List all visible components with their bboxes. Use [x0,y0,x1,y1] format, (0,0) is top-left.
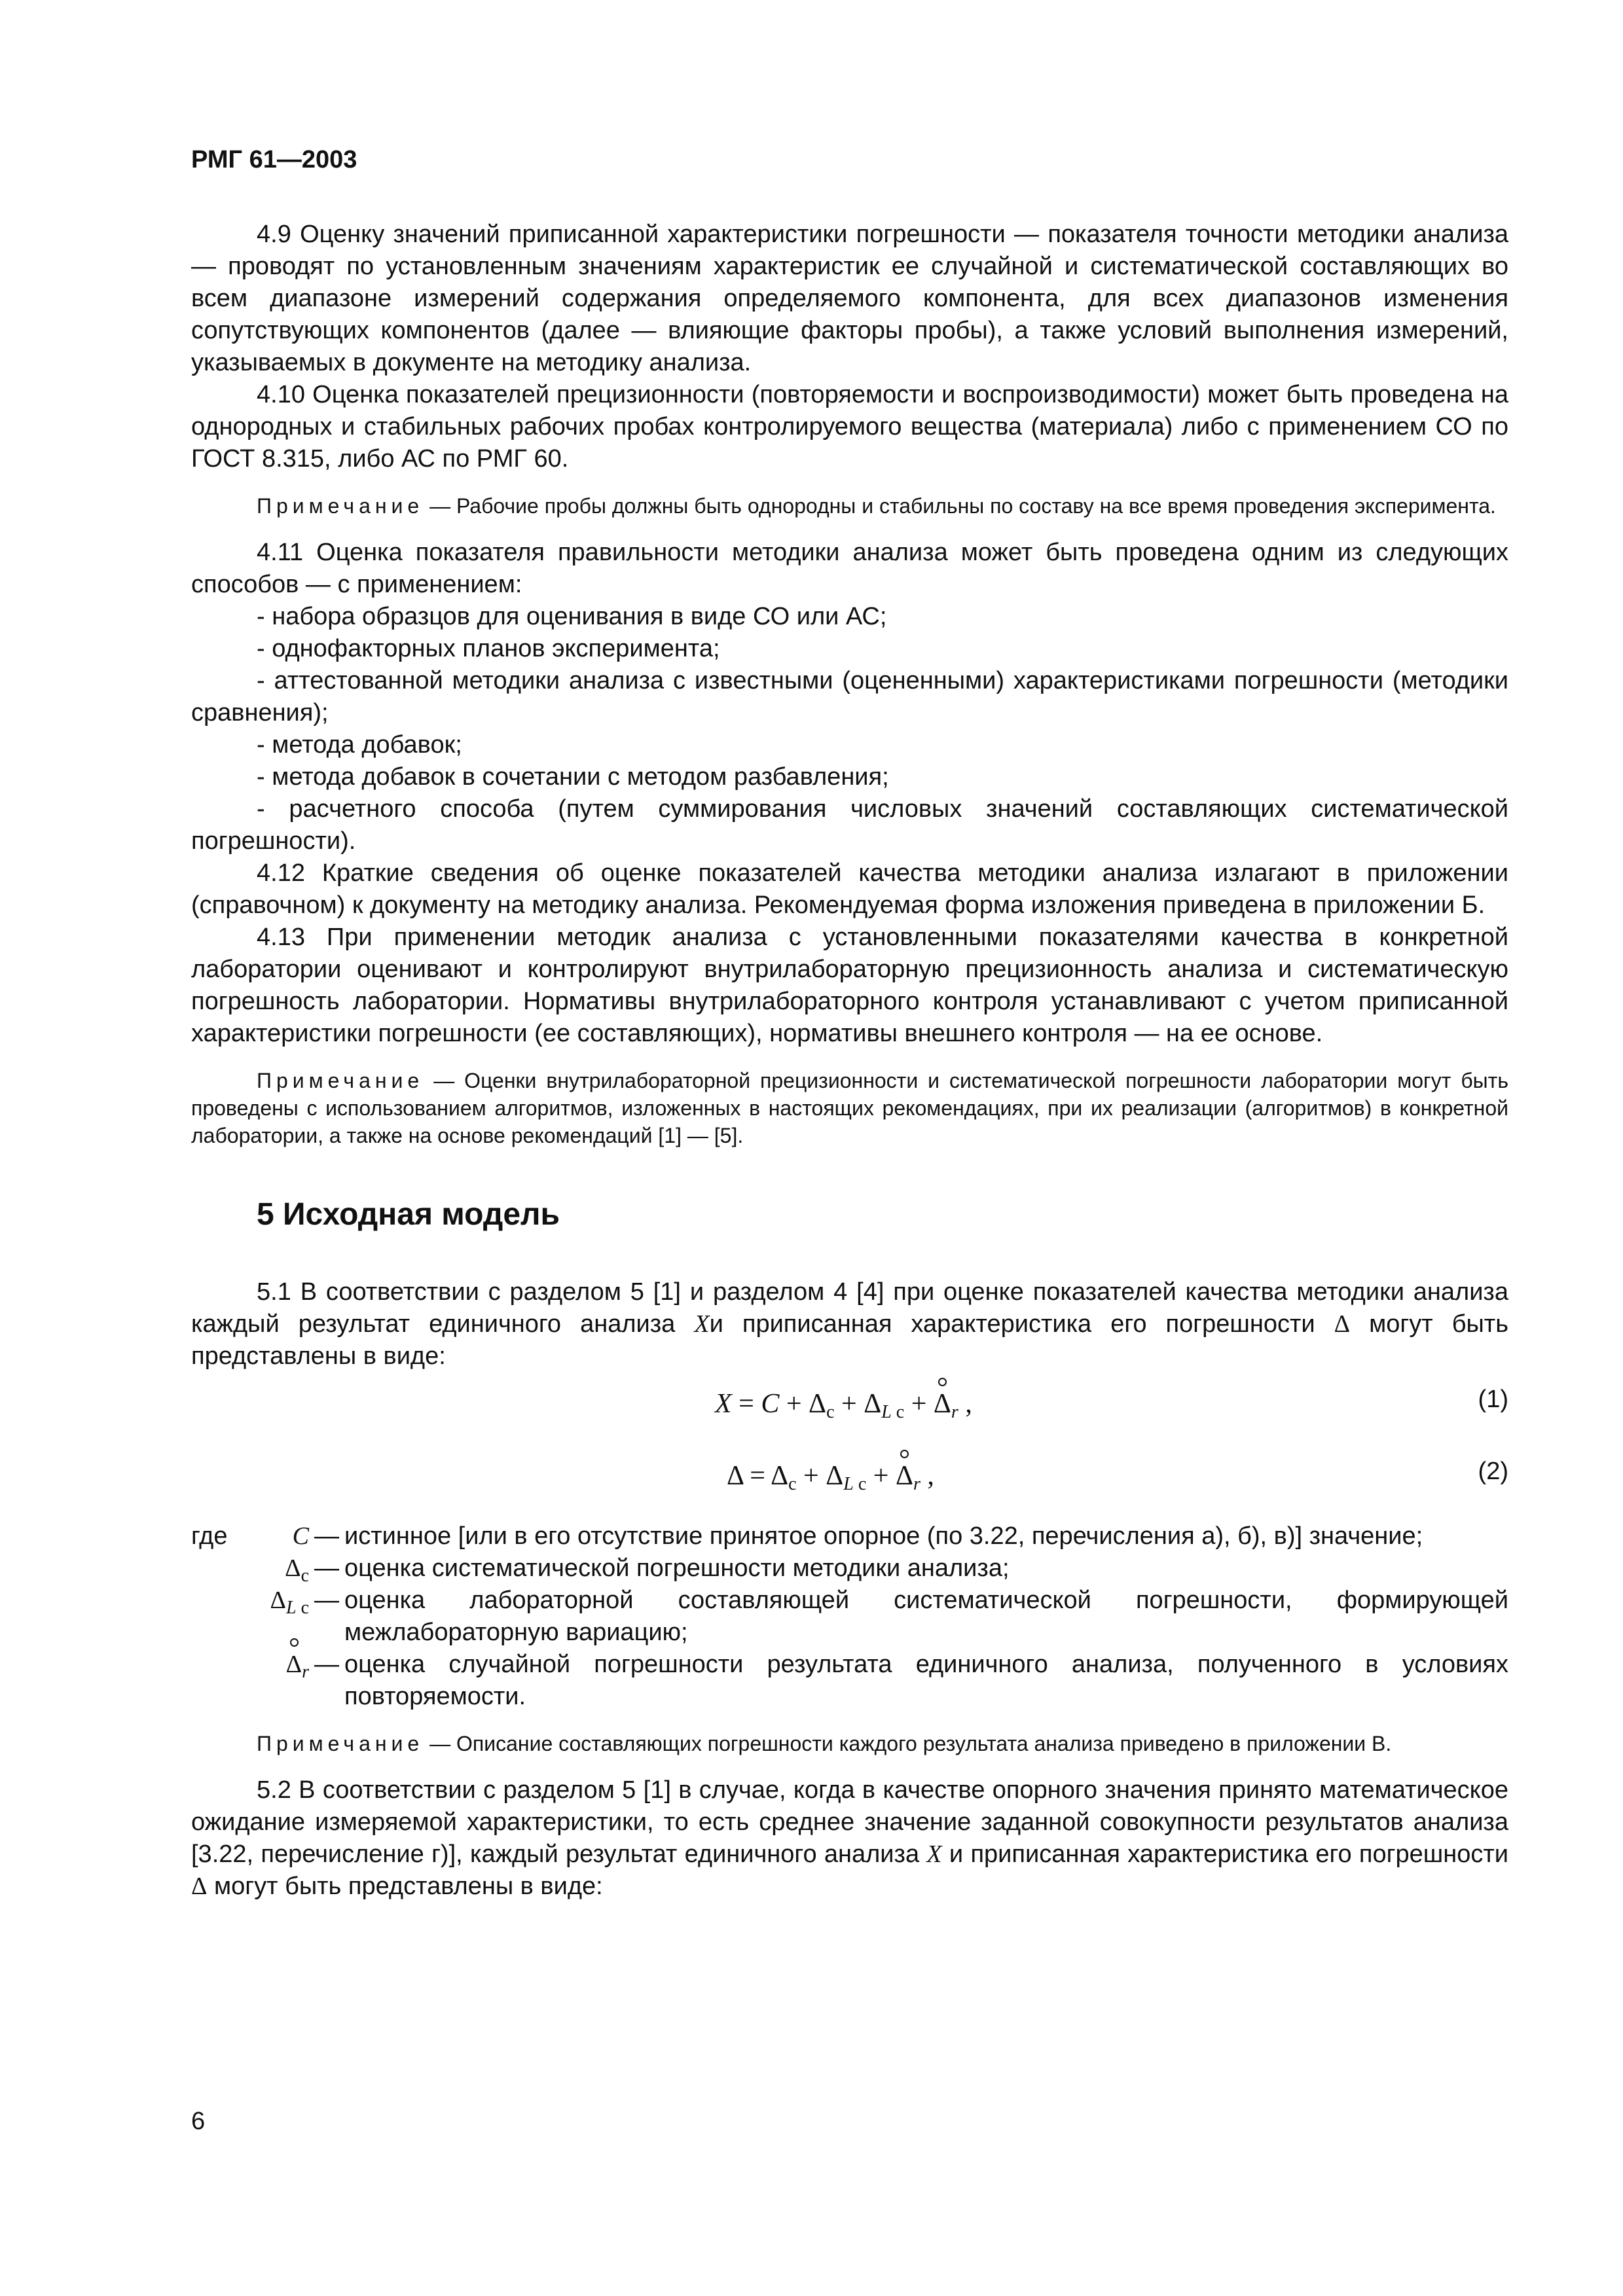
paragraph-4-13: 4.13 При применении методик анализа с установленными показателями качества в конкретной лаборатории оценивают и контролируют внутрилабораторную прецизионность анализа и систематическую погрешность лаборатории. Нормативы внутрилабораторного контроля устанавливают с учетом приписанной характеристики погрешности (ее составляющих), нормативы внешнего контроля — на ее основе. [191,924,1508,1047]
paragraph-5-2: 5.2 В соответствии с разделом 5 [1] в случае, когда в качестве опорного значения принято математическое ожидание измеряемой характеристики, то есть среднее значение заданной совокупности результатов анализа [3.22, перечисление г)], каждый результат единичного анализа X и приписанная характеристика его погрешности Δ могут быть представлены в виде: [191,1776,1508,1900]
definition-delta-r: $\Delta_r$ — оценка случайной погрешности результата единичного анализа, полученного в условиях повторяемости. [191,1649,1508,1713]
paragraph-5-1: 5.1 В соответствии с разделом 5 [1] и разделом 4 [4] при оценке показателей качества методики анализа каждый результат единичного анализа Xи приписанная характеристика его погрешности Δ могут быть представлены в виде: [191,1278,1508,1370]
page-content [191,144,1508,1903]
note-label: Примечание [257,494,424,518]
list-item: - аттестованной методики анализа с известными (оцененными) характеристиками погрешности (методики сравнения); [191,667,1508,726]
note-3 [191,1730,1508,1757]
paragraph-4-10: 4.10 Оценка показателей прецизионности (повторяемости и воспроизводимости) может быть проведена на однородных и стабильных рабочих пробах контролируемого вещества (материала) либо с применением СО по ГОСТ 8.315, либо АС по РМГ 60. [191,381,1508,473]
equation-2 [191,1444,1508,1516]
section-5-heading: 5 Исходная модель [257,1197,560,1232]
paragraph-4-11: 4.11 Оценка показателя правильности методики анализа может быть проведена одним из следующих способов — с применением: [191,539,1508,598]
document-code: РМГ 61—2003 [191,146,357,173]
note-1 [191,492,1508,520]
equation-1 [191,1372,1508,1444]
note-2 [191,1067,1508,1149]
list-item: - набора образцов для оценивания в виде СО или АС; [257,603,887,630]
equation-1-number: (1) [1478,1386,1508,1413]
list-item: - метода добавок в сочетании с методом разбавления; [257,763,889,791]
definition-delta-lc: $\Delta_{L c}$ — оценка лабораторной составляющей систематической погрешности, формирующей межлабораторную вариацию; [270,1587,1508,1646]
note-text: — Рабочие пробы должны быть однородны и стабильны по составу на все время проведения эксперимента. [424,494,1496,518]
definition-delta-c: $\Delta_c$ — оценка систематической погрешности методики анализа; [285,1554,1010,1586]
equation-2-formula: $\Delta = \Delta_c + \Delta_{L c} + \Delta_r$ , [727,1461,934,1494]
note-label: Примечание [257,1069,424,1092]
list-item: - метода добавок; [257,731,462,759]
note-text: — Описание составляющих погрешности каждого результата анализа приведено в приложении В. [424,1732,1392,1755]
note-text: — Оценки внутрилабораторной прецизионности и систематической погрешности лаборатории могут быть проведены с использованием алгоритмов, изложенных в настоящих рекомендациях, при их реализации (алгоритмов) в конкретной лаборатории, а также на основе рекомендаций [1] — [5]. [191,1069,1508,1147]
symbol-definitions [191,1520,1508,1713]
note-label: Примечание [257,1732,424,1755]
paragraph-4-12: 4.12 Краткие сведения об оценке показателей качества методики анализа излагают в приложении (справочном) к документу на методику анализа. Рекомендуемая форма изложения приведена в приложении Б. [191,859,1508,919]
ring-accent: Δ [895,1461,913,1491]
list-item: - расчетного способа (путем суммирования числовых значений составляющих систематической погрешности). [191,795,1508,855]
list-item: - однофакторных планов эксперимента; [257,635,720,662]
paragraph-4-9: 4.9 Оценку значений приписанной характеристики погрешности — показателя точности методики анализа — проводят по установленным значениям характеристик ее случайной и систематической составляющих во всем диапазоне измерений содержания определяемого компонента, для всех диапазонов изменения сопутствующих компонентов (далее — влияющие факторы пробы), а также условий выполнения измерений, указываемых в документе на методику анализа. [191,221,1508,376]
equation-1-formula: $X = C + \Delta_c + \Delta_{L c} + \Delta_r$ , [715,1389,972,1422]
definition-C: где C — истинное [или в его отсутствие принятое опорное (по 3.22, перечисления а), б), в)] значение; [191,1522,1423,1550]
ring-accent: Δ [933,1389,951,1419]
equation-2-number: (2) [1478,1458,1508,1485]
page-number: 6 [191,2108,206,2135]
